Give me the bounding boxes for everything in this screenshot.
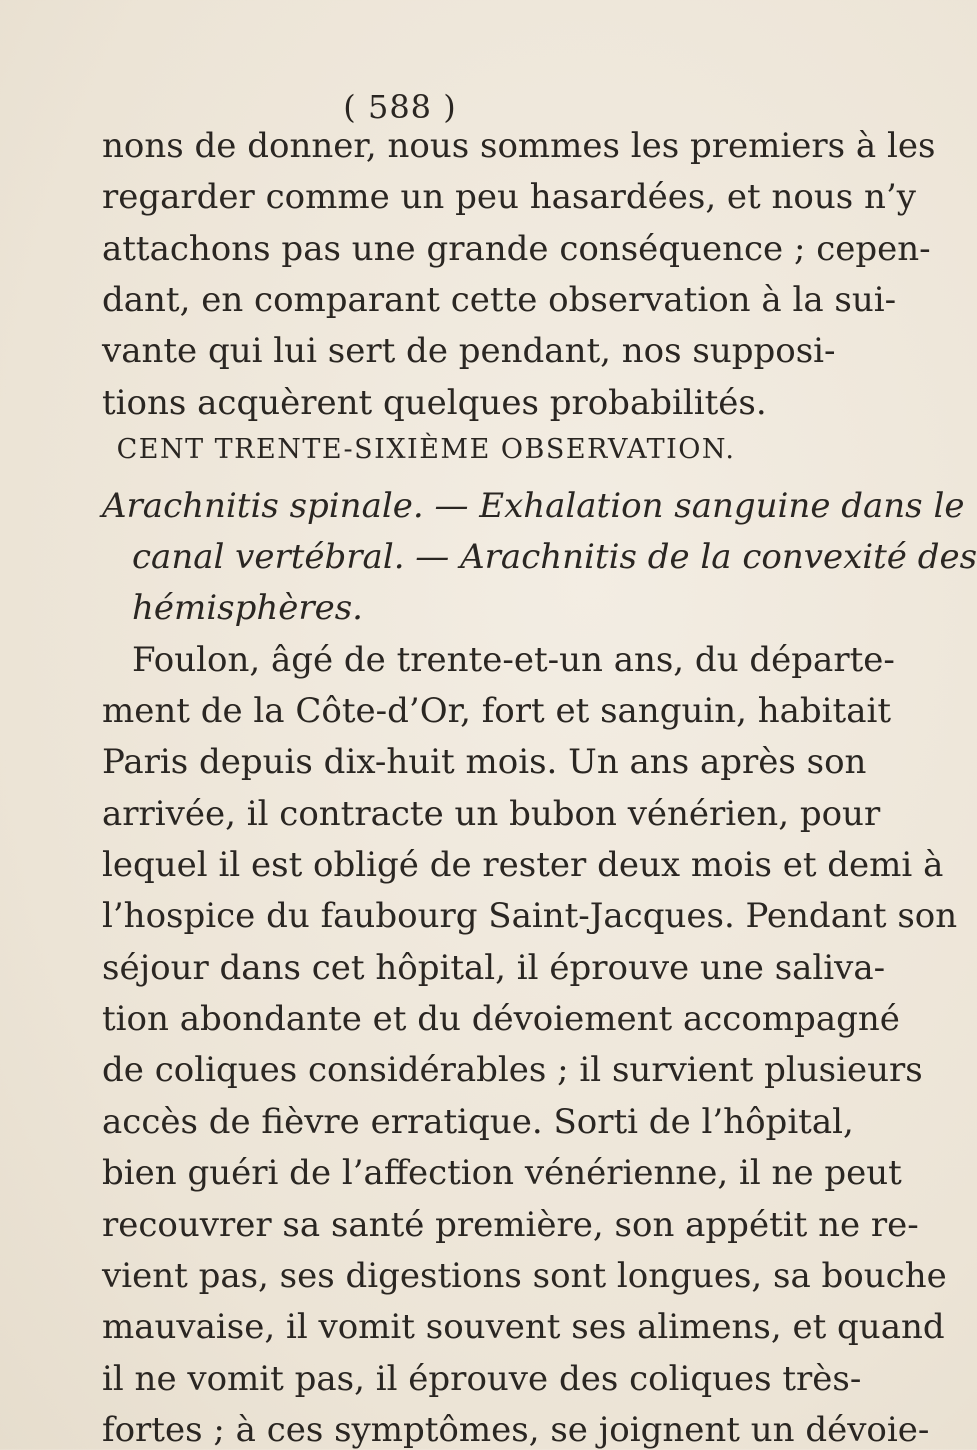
observation-subtitle-line: Arachnitis spinale. — Exhalation sanguine dans le: [102, 486, 965, 526]
text-line: vante qui lui sert de pendant, nos supposi-: [102, 331, 836, 371]
text-line: Foulon, âgé de trente-et-un ans, du départe-: [132, 640, 895, 680]
text-line: vient pas, ses digestions sont longues, sa bouche: [102, 1256, 947, 1296]
text-line: Paris depuis dix-huit mois. Un ans après son: [102, 742, 867, 782]
observation-subtitle-line: canal vertébral. — Arachnitis de la convexité des: [132, 537, 977, 577]
text-line: lequel il est obligé de rester deux mois et demi à: [102, 845, 944, 885]
page-number: ( 588 ): [343, 88, 457, 126]
text-line: tions acquèrent quelques probabilités.: [102, 383, 767, 423]
text-line: nons de donner, nous sommes les premiers à les: [102, 126, 936, 166]
text-line: l’hospice du faubourg Saint-Jacques. Pendant son: [102, 896, 958, 936]
text-line: attachons pas une grande conséquence ; cepen-: [102, 229, 931, 269]
observation-subtitle-line: hémisphères.: [132, 588, 363, 628]
text-line: de coliques considérables ; il survient plusieurs: [102, 1050, 923, 1090]
text-line: séjour dans cet hôpital, il éprouve une saliva-: [102, 948, 886, 988]
text-line: dant, en comparant cette observation à la sui-: [102, 280, 897, 320]
text-line: bien guéri de l’affection vénérienne, il ne peut: [102, 1153, 902, 1193]
text-line: recouvrer sa santé première, son appétit ne re-: [102, 1205, 919, 1245]
text-line: accès de fièvre erratique. Sorti de l’hôpital,: [102, 1102, 854, 1142]
text-line: fortes ; à ces symptômes, se joignent un dévoie-: [102, 1410, 930, 1450]
text-line: tion abondante et du dévoiement accompagné: [102, 999, 900, 1039]
text-line: il ne vomit pas, il éprouve des coliques très-: [102, 1359, 862, 1399]
text-line: regarder comme un peu hasardées, et nous n’y: [102, 177, 916, 217]
text-line: arrivée, il contracte un bubon vénérien, pour: [102, 794, 881, 834]
text-line: ment de la Côte-d’Or, fort et sanguin, habitait: [102, 691, 892, 731]
observation-heading: CENT TRENTE-SIXIÈME OBSERVATION.: [116, 434, 736, 465]
text-line: mauvaise, il vomit souvent ses alimens, et quand: [102, 1307, 945, 1347]
